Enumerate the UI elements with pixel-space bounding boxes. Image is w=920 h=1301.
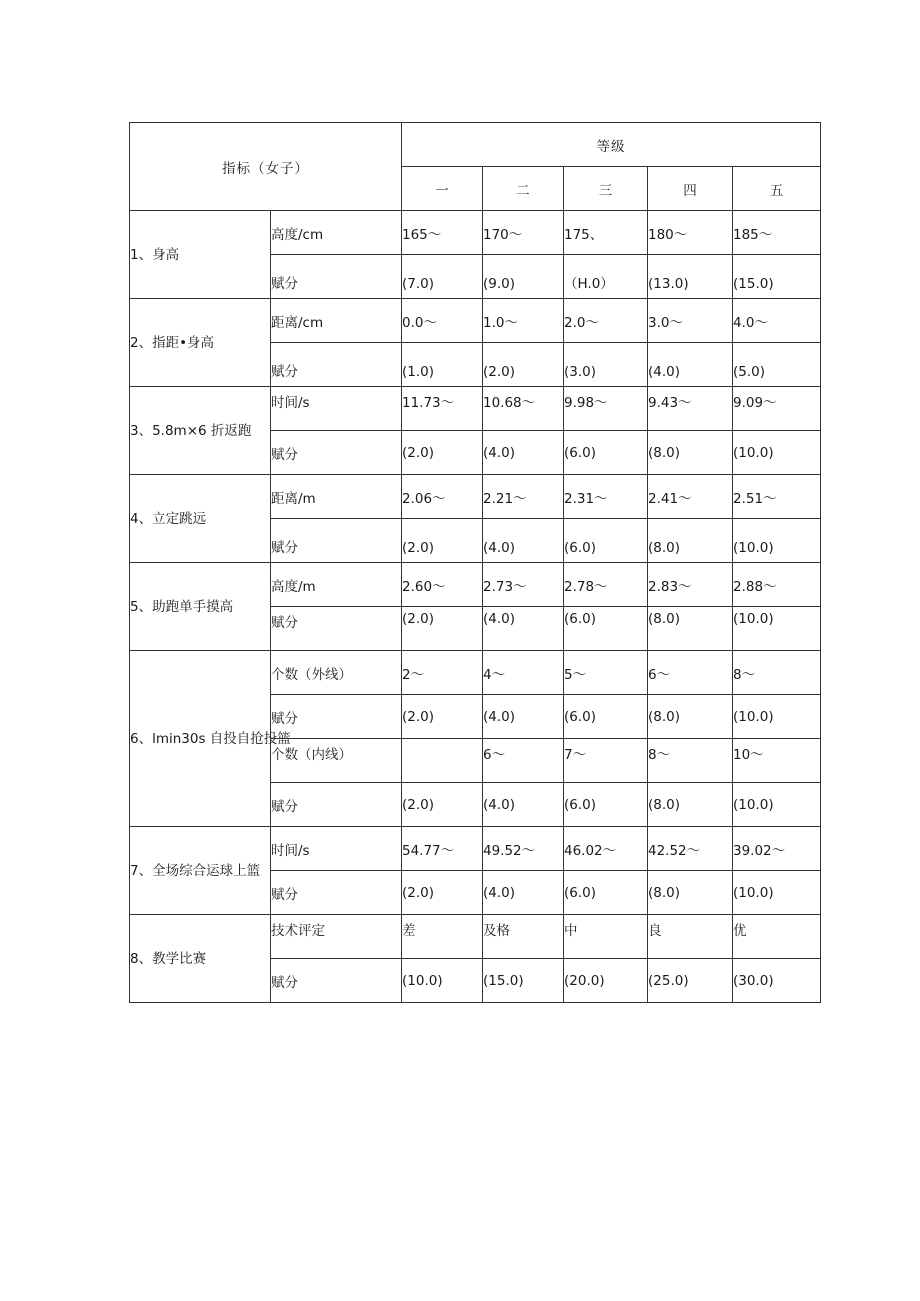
- grade-table-body: [130, 123, 821, 1003]
- value-cell: (4.0): [483, 871, 564, 915]
- value-cell: (8.0): [648, 607, 733, 651]
- value-cell: (8.0): [648, 871, 733, 915]
- index-cell: 2、指距•身高: [130, 299, 271, 387]
- value-cell: (10.0): [733, 871, 821, 915]
- level-header: 五: [733, 167, 821, 211]
- value-cell: (20.0): [564, 959, 648, 1003]
- value-cell: 175、: [564, 211, 648, 255]
- value-cell: (10.0): [402, 959, 483, 1003]
- grade-table: [129, 122, 821, 1003]
- index-cell: 3、5.8m×6 折返跑: [130, 387, 271, 475]
- value-cell: 9.09～: [733, 387, 821, 431]
- value-cell: 2.78～: [564, 563, 648, 607]
- value-cell: (4.0): [648, 343, 733, 387]
- sub-index-cell: 赋分: [271, 959, 402, 1003]
- value-cell: (8.0): [648, 431, 733, 475]
- value-cell: (15.0): [483, 959, 564, 1003]
- value-cell: 11.73～: [402, 387, 483, 431]
- sub-index-cell: 赋分: [271, 431, 402, 475]
- value-cell: 2.83～: [648, 563, 733, 607]
- sub-index-cell: 赋分: [271, 871, 402, 915]
- sub-index-cell: 赋分: [271, 783, 402, 827]
- sub-index-cell: 技术评定: [271, 915, 402, 959]
- value-cell: (8.0): [648, 519, 733, 563]
- sub-index-cell: 高度/m: [271, 563, 402, 607]
- value-cell: 2.31～: [564, 475, 648, 519]
- index-cell: 7、全场综合运球上篮: [130, 827, 271, 915]
- value-cell: 2.60～: [402, 563, 483, 607]
- level-header: 三: [564, 167, 648, 211]
- value-cell: (2.0): [402, 783, 483, 827]
- table-row: [130, 563, 821, 607]
- sub-index-cell: 距离/cm: [271, 299, 402, 343]
- value-cell: 1.0～: [483, 299, 564, 343]
- value-cell: 185～: [733, 211, 821, 255]
- value-cell: (6.0): [564, 431, 648, 475]
- value-cell: (2.0): [402, 871, 483, 915]
- table-row: [130, 475, 821, 519]
- value-cell: 2.06～: [402, 475, 483, 519]
- value-cell: 6～: [483, 739, 564, 783]
- value-cell: (25.0): [648, 959, 733, 1003]
- value-cell: (4.0): [483, 431, 564, 475]
- value-cell: 2.88～: [733, 563, 821, 607]
- value-cell: (2.0): [402, 519, 483, 563]
- value-cell: (4.0): [483, 783, 564, 827]
- value-cell: (10.0): [733, 607, 821, 651]
- value-cell: (6.0): [564, 519, 648, 563]
- table-row: [130, 211, 821, 255]
- index-header: 指标（女子）: [130, 123, 402, 211]
- sub-index-cell: 时间/s: [271, 387, 402, 431]
- value-cell: 差: [402, 915, 483, 959]
- value-cell: 4～: [483, 651, 564, 695]
- value-cell: (10.0): [733, 695, 821, 739]
- table-row: [130, 915, 821, 959]
- value-cell: 49.52～: [483, 827, 564, 871]
- value-cell: （H.0）: [564, 255, 648, 299]
- value-cell: (13.0): [648, 255, 733, 299]
- sub-index-cell: 赋分: [271, 607, 402, 651]
- value-cell: 优: [733, 915, 821, 959]
- value-cell: (8.0): [648, 695, 733, 739]
- index-cell: 1、身高: [130, 211, 271, 299]
- table-row: [130, 299, 821, 343]
- index-cell: 4、立定跳远: [130, 475, 271, 563]
- value-cell: (6.0): [564, 783, 648, 827]
- value-cell: (7.0): [402, 255, 483, 299]
- value-cell: (2.0): [402, 431, 483, 475]
- sub-index-cell: 个数（内线）: [271, 739, 402, 783]
- value-cell: 及格: [483, 915, 564, 959]
- value-cell: (4.0): [483, 519, 564, 563]
- index-cell: 5、助跑单手摸高: [130, 563, 271, 651]
- value-cell: (6.0): [564, 871, 648, 915]
- value-cell: 170～: [483, 211, 564, 255]
- value-cell: (10.0): [733, 783, 821, 827]
- table-row: [130, 651, 821, 695]
- value-cell: 2.51～: [733, 475, 821, 519]
- value-cell: 9.98～: [564, 387, 648, 431]
- value-cell: 4.0～: [733, 299, 821, 343]
- value-cell: (4.0): [483, 607, 564, 651]
- value-cell: 39.02～: [733, 827, 821, 871]
- value-cell: (10.0): [733, 519, 821, 563]
- value-cell: 165～: [402, 211, 483, 255]
- value-cell: (5.0): [733, 343, 821, 387]
- value-cell: (2.0): [483, 343, 564, 387]
- value-cell: 中: [564, 915, 648, 959]
- value-cell: 54.77～: [402, 827, 483, 871]
- sub-index-cell: 赋分: [271, 255, 402, 299]
- value-cell: 2.73～: [483, 563, 564, 607]
- value-cell: 42.52～: [648, 827, 733, 871]
- level-header: 四: [648, 167, 733, 211]
- sub-index-cell: 时间/s: [271, 827, 402, 871]
- table-row: [130, 827, 821, 871]
- value-cell: 2.0～: [564, 299, 648, 343]
- value-cell: (2.0): [402, 695, 483, 739]
- level-header: 二: [483, 167, 564, 211]
- value-cell: (2.0): [402, 607, 483, 651]
- header-row: [130, 123, 821, 167]
- value-cell: 5～: [564, 651, 648, 695]
- value-cell: 6～: [648, 651, 733, 695]
- sub-index-cell: 高度/cm: [271, 211, 402, 255]
- value-cell: 2.21～: [483, 475, 564, 519]
- value-cell: (3.0): [564, 343, 648, 387]
- value-cell: 10～: [733, 739, 821, 783]
- value-cell: 良: [648, 915, 733, 959]
- sub-index-cell: 个数（外线）: [271, 651, 402, 695]
- sub-index-cell: 赋分: [271, 343, 402, 387]
- value-cell: (6.0): [564, 695, 648, 739]
- value-cell: 2.41～: [648, 475, 733, 519]
- index-cell: 8、教学比赛: [130, 915, 271, 1003]
- sub-index-cell: 距离/m: [271, 475, 402, 519]
- value-cell: (30.0): [733, 959, 821, 1003]
- table-row: [130, 387, 821, 431]
- value-cell: (10.0): [733, 431, 821, 475]
- sub-index-cell: 赋分: [271, 519, 402, 563]
- value-cell: 2～: [402, 651, 483, 695]
- value-cell: (4.0): [483, 695, 564, 739]
- value-cell: 9.43～: [648, 387, 733, 431]
- value-cell: 8～: [733, 651, 821, 695]
- value-cell: (8.0): [648, 783, 733, 827]
- value-cell: (6.0): [564, 607, 648, 651]
- index-cell: 6、lmin30s 自投自抢投篮: [130, 651, 271, 827]
- value-cell: (15.0): [733, 255, 821, 299]
- value-cell: 46.02～: [564, 827, 648, 871]
- grade-header: 等级: [402, 123, 821, 167]
- value-cell: 7～: [564, 739, 648, 783]
- value-cell: 0.0～: [402, 299, 483, 343]
- value-cell: 3.0～: [648, 299, 733, 343]
- value-cell: (1.0): [402, 343, 483, 387]
- value-cell: 180～: [648, 211, 733, 255]
- level-header: 一: [402, 167, 483, 211]
- sub-index-cell: 赋分: [271, 695, 402, 739]
- value-cell: 10.68～: [483, 387, 564, 431]
- value-cell: 8～: [648, 739, 733, 783]
- value-cell: (9.0): [483, 255, 564, 299]
- value-cell: [402, 739, 483, 783]
